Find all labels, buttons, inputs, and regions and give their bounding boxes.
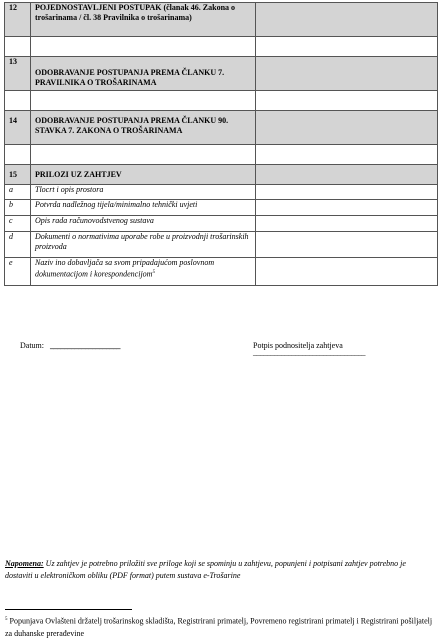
attachment-answer-cell[interactable] <box>256 216 438 232</box>
form-table <box>4 2 438 286</box>
blank-cell <box>256 91 438 111</box>
attachment-letter: d <box>5 232 31 258</box>
attachment-label: Potvrda nadležnog tijela/minimalno tehnički uvjeti <box>31 200 256 216</box>
section-row-14 <box>5 111 438 145</box>
blank-cell <box>5 37 31 57</box>
date-label: Datum: <box>20 341 44 350</box>
date-line[interactable]: ____________________ <box>50 341 120 350</box>
attachment-row <box>5 200 438 216</box>
blank-cell <box>256 145 438 165</box>
footnote <box>5 614 435 640</box>
signer-label: Potpis podnositelja zahtjeva <box>253 341 343 350</box>
blank-cell <box>5 91 31 111</box>
attachment-letter: b <box>5 200 31 216</box>
section-row-13 <box>5 57 438 91</box>
attachment-row <box>5 216 438 232</box>
attachment-letter: c <box>5 216 31 232</box>
date-field <box>20 341 120 350</box>
footnote-reference: 5 <box>152 270 155 275</box>
attachment-row <box>5 232 438 258</box>
signature-line[interactable]: ________________________________ <box>253 348 365 357</box>
section-title: ODOBRAVANJE POSTUPANJA PREMA ČLANKU 90. STAVKA 7. ZAKONA O TROŠARINAMA <box>31 111 256 145</box>
attachment-label: Dokumenti o normativima uporabe robe u proizvodnji trošarinskih proizvoda <box>31 232 256 258</box>
signature-field <box>253 341 365 357</box>
attachment-label <box>31 258 256 286</box>
answer-cell[interactable] <box>256 3 438 37</box>
attachment-row <box>5 185 438 200</box>
section-number: 15 <box>5 165 31 185</box>
section-row-12 <box>5 3 438 37</box>
note-text: Uz zahtjev je potrebno priložiti sve priloge koji se spominju u zahtjevu, popunjeni i potpisani zahtjev potrebno je dostaviti u elektroničkom obliku (PDF format) putem sustava e-Trošarine <box>5 559 406 580</box>
attachment-letter: a <box>5 185 31 200</box>
blank-cell <box>31 145 256 165</box>
answer-cell[interactable] <box>256 165 438 185</box>
attachment-answer-cell[interactable] <box>256 232 438 258</box>
attachment-label: Opis rada računovodstvenog sustava <box>31 216 256 232</box>
note-paragraph <box>5 558 435 582</box>
blank-row <box>5 145 438 165</box>
attachment-letter: e <box>5 258 31 286</box>
footnote-marker: 5 <box>5 617 8 622</box>
blank-row <box>5 91 438 111</box>
answer-cell[interactable] <box>256 57 438 91</box>
answer-cell[interactable] <box>256 111 438 145</box>
blank-cell <box>31 91 256 111</box>
attachment-label: Tlocrt i opis prostora <box>31 185 256 200</box>
blank-cell <box>256 37 438 57</box>
section-number: 12 <box>5 3 31 37</box>
footnote-separator <box>5 609 132 610</box>
footnote-text: Popunjava Ovlašteni držatelj trošarinskog skladišta, Registrirani primatelj, Povremeno registrirani primatelj i Registrirani pošiljatelj za duhanske prerađevine <box>5 616 433 638</box>
attachment-answer-cell[interactable] <box>256 200 438 216</box>
section-title: POJEDNOSTAVLJENI POSTUPAK (članak 46. Zakona o trošarinama / čl. 38 Pravilnika o trošarinama) <box>31 3 256 37</box>
note-label: Napomena: <box>5 559 44 568</box>
attachment-answer-cell[interactable] <box>256 185 438 200</box>
attachment-answer-cell[interactable] <box>256 258 438 286</box>
blank-cell <box>31 37 256 57</box>
section-title: PRILOZI UZ ZAHTJEV <box>31 165 256 185</box>
section-title: ODOBRAVANJE POSTUPANJA PREMA ČLANKU 7. PRAVILNIKA O TROŠARINAMA <box>31 57 256 91</box>
section-number: 13 <box>5 57 31 91</box>
blank-cell <box>5 145 31 165</box>
section-row-15 <box>5 165 438 185</box>
section-number: 14 <box>5 111 31 145</box>
blank-row <box>5 37 438 57</box>
attachment-row <box>5 258 438 286</box>
attachment-label-text: Naziv ino dobavljača sa svom pripadajućom poslovnom dokumentacijom i korespondencijom <box>35 258 215 279</box>
